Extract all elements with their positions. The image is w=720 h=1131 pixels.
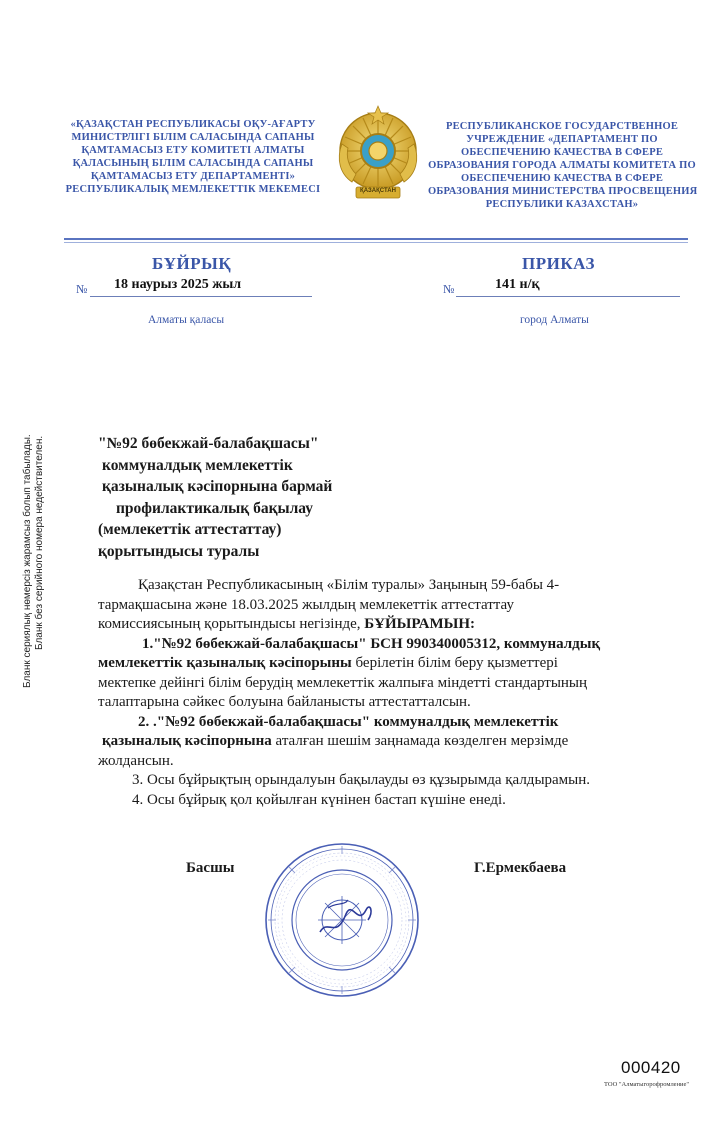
subject-line: қазыналық кәсіпорнына бармай xyxy=(102,478,333,495)
header-kz-line: МИНИСТРЛІГІ БІЛІМ САЛАСЫНДА САПАНЫ xyxy=(71,132,315,143)
header-kz-line: ҚАМТАМАСЫЗ ЕТУ КОМИТЕТІ АЛМАТЫ xyxy=(81,145,305,156)
intro-line: тармақшасына және 18.03.2025 жылдың мемлекеттік аттестаттау xyxy=(98,596,514,613)
number-sign-right: № xyxy=(443,282,455,296)
order-title-kz: БҰЙРЫҚ xyxy=(152,254,232,273)
header-kz-line: ҚАМТАМАСЫЗ ЕТУ ДЕПАРТАМЕНТІ» xyxy=(90,171,296,182)
order-date: 18 наурыз 2025 жыл xyxy=(114,277,242,292)
emblem-text: ҚАЗАҚСТАН xyxy=(360,188,396,194)
state-emblem xyxy=(330,104,426,204)
order-body xyxy=(98,576,670,810)
header-ru-line: ОБРАЗОВАНИЯ МИНИСТЕРСТВА ПРОСВЕЩЕНИЯ xyxy=(428,186,698,197)
header-divider xyxy=(64,238,688,240)
side-note-ru: Бланк без серийного номера недействителен. xyxy=(34,435,45,650)
order-title-ru: ПРИКАЗ xyxy=(522,254,595,273)
subject-line: қорытындысы туралы xyxy=(98,542,260,560)
p1-bold: 1."№92 бөбекжай-балабақшасы" БСН 990340005312, коммуналдық xyxy=(142,635,601,652)
paragraph-4: 4. Осы бұйрық қол қойылған күнінен бастап күшіне енеді. xyxy=(132,791,506,808)
paragraph-2-line xyxy=(98,732,670,752)
city-kz: Алматы қаласы xyxy=(148,314,225,326)
header-ru-line: ОБЕСПЕЧЕНИЮ КАЧЕСТВА В СФЕРЕ xyxy=(460,147,664,158)
header-divider-thin xyxy=(64,242,688,243)
order-verb: БҰЙЫРАМЫН: xyxy=(364,616,476,632)
header-kz-line: РЕСПУБЛИКАЛЫҚ МЕМЛЕКЕТТІК МЕКЕМЕСІ xyxy=(65,184,321,195)
order-number: 141 н/қ xyxy=(495,277,540,292)
intro-line: Қазақстан Республикасының «Білім туралы» Заңының 59-бабы 4- xyxy=(138,577,560,593)
subject-line: "№92 бөбекжай-балабақшасы" xyxy=(98,435,319,452)
p1-text: берілетін білім беру қызметтері xyxy=(351,655,558,671)
order-subject xyxy=(98,433,332,562)
subject-line: профилактикалық бақылау xyxy=(116,499,314,517)
intro-text: комиссиясының қорытындысы негізінде, xyxy=(98,616,365,632)
date-underline xyxy=(90,296,312,297)
header-ru-line: ОБРАЗОВАНИЯ ГОРОДА АЛМАТЫ КОМИТЕТА ПО xyxy=(428,160,696,171)
paragraph-2-line: жолдансын. xyxy=(98,752,174,769)
header-ru-line: УЧРЕЖДЕНИЕ «ДЕПАРТАМЕНТ ПО xyxy=(466,134,658,145)
paragraph-1-line xyxy=(98,654,670,674)
paragraph-1-line xyxy=(98,635,670,655)
subject-line: (мемлекеттік аттестаттау) xyxy=(98,521,282,538)
paragraph-2-line xyxy=(98,713,670,733)
signature-name: Г.Ермекбаева xyxy=(474,860,567,876)
p2-text: аталған шешім заңнамада көзделген мерзімде xyxy=(271,733,569,749)
header-ru-line: РЕСПУБЛИКИ КАЗАХСТАН» xyxy=(485,199,639,210)
header-kz-line: «ҚАЗАҚСТАН РЕСПУБЛИКАСЫ ОҚУ-АҒАРТУ xyxy=(70,119,316,130)
p2-bold: қазыналық кәсіпорнына xyxy=(102,733,272,749)
header-kz xyxy=(62,118,324,196)
paragraph-1-line: мектепке дейінгі білім берудің мемлекеттік жалпыға міндетті стандартының xyxy=(98,674,588,691)
number-underline xyxy=(456,296,680,297)
serial-number: 000420 xyxy=(621,1058,681,1077)
header-ru-line: ОБЕСПЕЧЕНИЮ КАЧЕСТВА В СФЕРЕ xyxy=(460,173,664,184)
stamp-icon xyxy=(262,840,422,1000)
header-kz-line: ҚАЛАСЫНЫҢ БІЛІМ САЛАСЫНДА САПАНЫ xyxy=(72,158,314,169)
paragraph-3: 3. Осы бұйрықтың орындалуын бақылауды өз құзырымда қалдырамын. xyxy=(132,772,591,788)
intro-line xyxy=(98,615,670,635)
header-ru xyxy=(428,120,696,211)
signature-title: Басшы xyxy=(186,860,235,876)
number-sign-left: № xyxy=(76,282,88,296)
printer-note: ТОО "Алматыгорофромление" xyxy=(604,1081,690,1088)
city-ru: город Алматы xyxy=(520,314,589,326)
subject-line: коммуналдық мемлекеттік xyxy=(102,456,293,474)
p2-bold: 2. ."№92 бөбекжай-балабақшасы" коммуналдық мемлекеттік xyxy=(138,713,559,730)
official-stamp xyxy=(262,840,422,1000)
header-ru-line: РЕСПУБЛИКАНСКОЕ ГОСУДАРСТВЕННОЕ xyxy=(445,121,679,132)
side-note-kz: Бланк сериялық нөмерсіз жарамсыз болып табылады. xyxy=(22,434,33,688)
p1-bold: мемлекеттік қазыналық кәсіпорыны xyxy=(98,655,352,671)
paragraph-1-line: талаптарына сәйкес болуына байланысты аттестатталсын. xyxy=(98,694,471,710)
